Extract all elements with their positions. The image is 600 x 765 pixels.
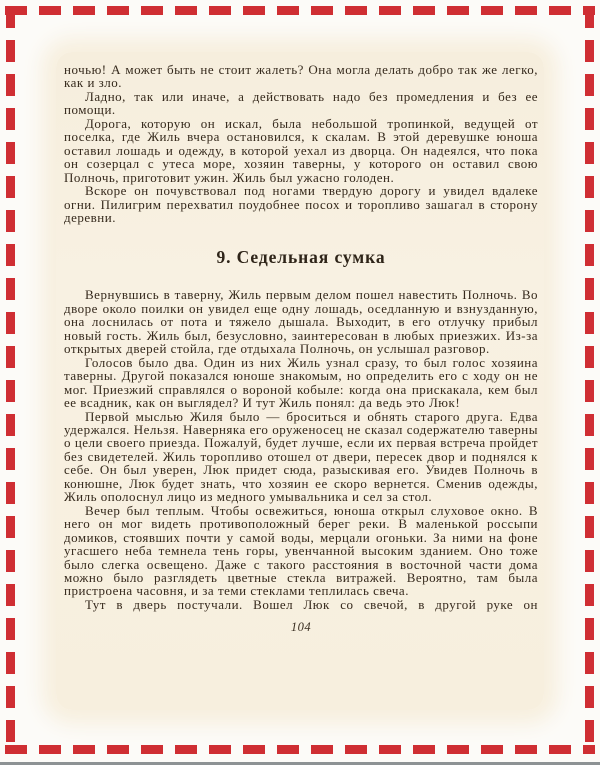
red-dashed-border-left [6,6,15,754]
page-number: 104 [290,620,312,635]
body-paragraph: Вернувшись в таверну, Жиль первым делом пошел навестить Полночь. Во дворе около поилки он увидел еще одну лошадь, оседланную и взнузданную, она лоснилась от пота и тяжело дышала. Выходит, в его отлучку прибыл новый гость. Жиль был, безусловно, заинтересован в любых приезжих. Из-за открытых дверей стойла, где отдыхала Полночь, он услышал разговор. [64,287,538,357]
body-paragraph: Дорога, которую он искал, была небольшой тропинкой, ведущей от поселка, где Жиль вчера остановился, к скалам. В этой деревушке юноша оставил лошадь и одежду, в которой уехал из дворца. Он надеялся, что пока он созерцал с утеса море, хозяин таверны, у которого он оставил свою Полночь, приготовит ужин. Жиль был ужасно голоден. [64,115,538,185]
body-paragraph: Вечер был теплым. Чтобы освежиться, юноша открыл слуховое окно. В него он мог видеть противоположный берег реки. В маленькой россыпи домиков, стоявших почти у самой воды, мерцали огоньки. За ними на фоне угасшего неба темнела тень горы, увенчанной высоким зданием. Оно тоже было слегка освещено. Даже с такого расстояния в восточной части дома можно было разглядеть цветные стекла витражей. Вероятно, там была пристроена часовня, и за теми стеклами теплилась свеча. [64,502,538,599]
text-column [64,63,538,635]
red-dashed-border-bottom [5,745,595,754]
body-paragraph: Голосов было два. Один из них Жиль узнал сразу, то был голос хозяина таверны. Другой показался юноше знакомым, но определить его с ходу он не мог. Приезжий справлялся о вороной кобыле: когда она прискакала, кем был ее всадник, как он выглядел? И тут Жиль понял: да ведь это Люк! [64,354,538,411]
body-paragraph: Тут в дверь постучали. Вошел Люк со свечой, в другой руке он [85,596,538,612]
body-paragraph: Первой мыслью Жиля было — броситься и обнять старого друга. Едва удержался. Нельзя. Наверняка его оруженосец не сказал содержателю таверны о цели своего приезда. Пожалуй, будет лучше, если их первая встреча пройдет без свидетелей. Жиль торопливо отошел от двери, пересек двор и поднялся к себе. Он был уверен, Люк придет сюда, разыскивая его. Увидев Полночь в конюшне, Люк будет знать, что хозяин ее скоро вернется. Сменив одежды, Жиль ополоснул лицо из медного умывальника и сел за стол. [64,408,538,505]
body-paragraph: Ладно, так или иначе, а действовать надо без промедления и без ее помощи. [64,88,538,118]
chapter-heading: 9. Седельная сумка [216,247,386,268]
body-paragraph: ночью! А может быть не стоит жалеть? Она могла делать добро так же легко, как и зло. [64,62,538,91]
body-paragraph: Вскоре он почувствовал под ногами твердую дорогу и увидел вдалеке огни. Пилигрим перехватил поудобнее посох и торопливо зашагал в сторону деревни. [64,183,538,225]
red-dashed-border-top [5,6,595,15]
red-dashed-border-right [585,6,594,754]
